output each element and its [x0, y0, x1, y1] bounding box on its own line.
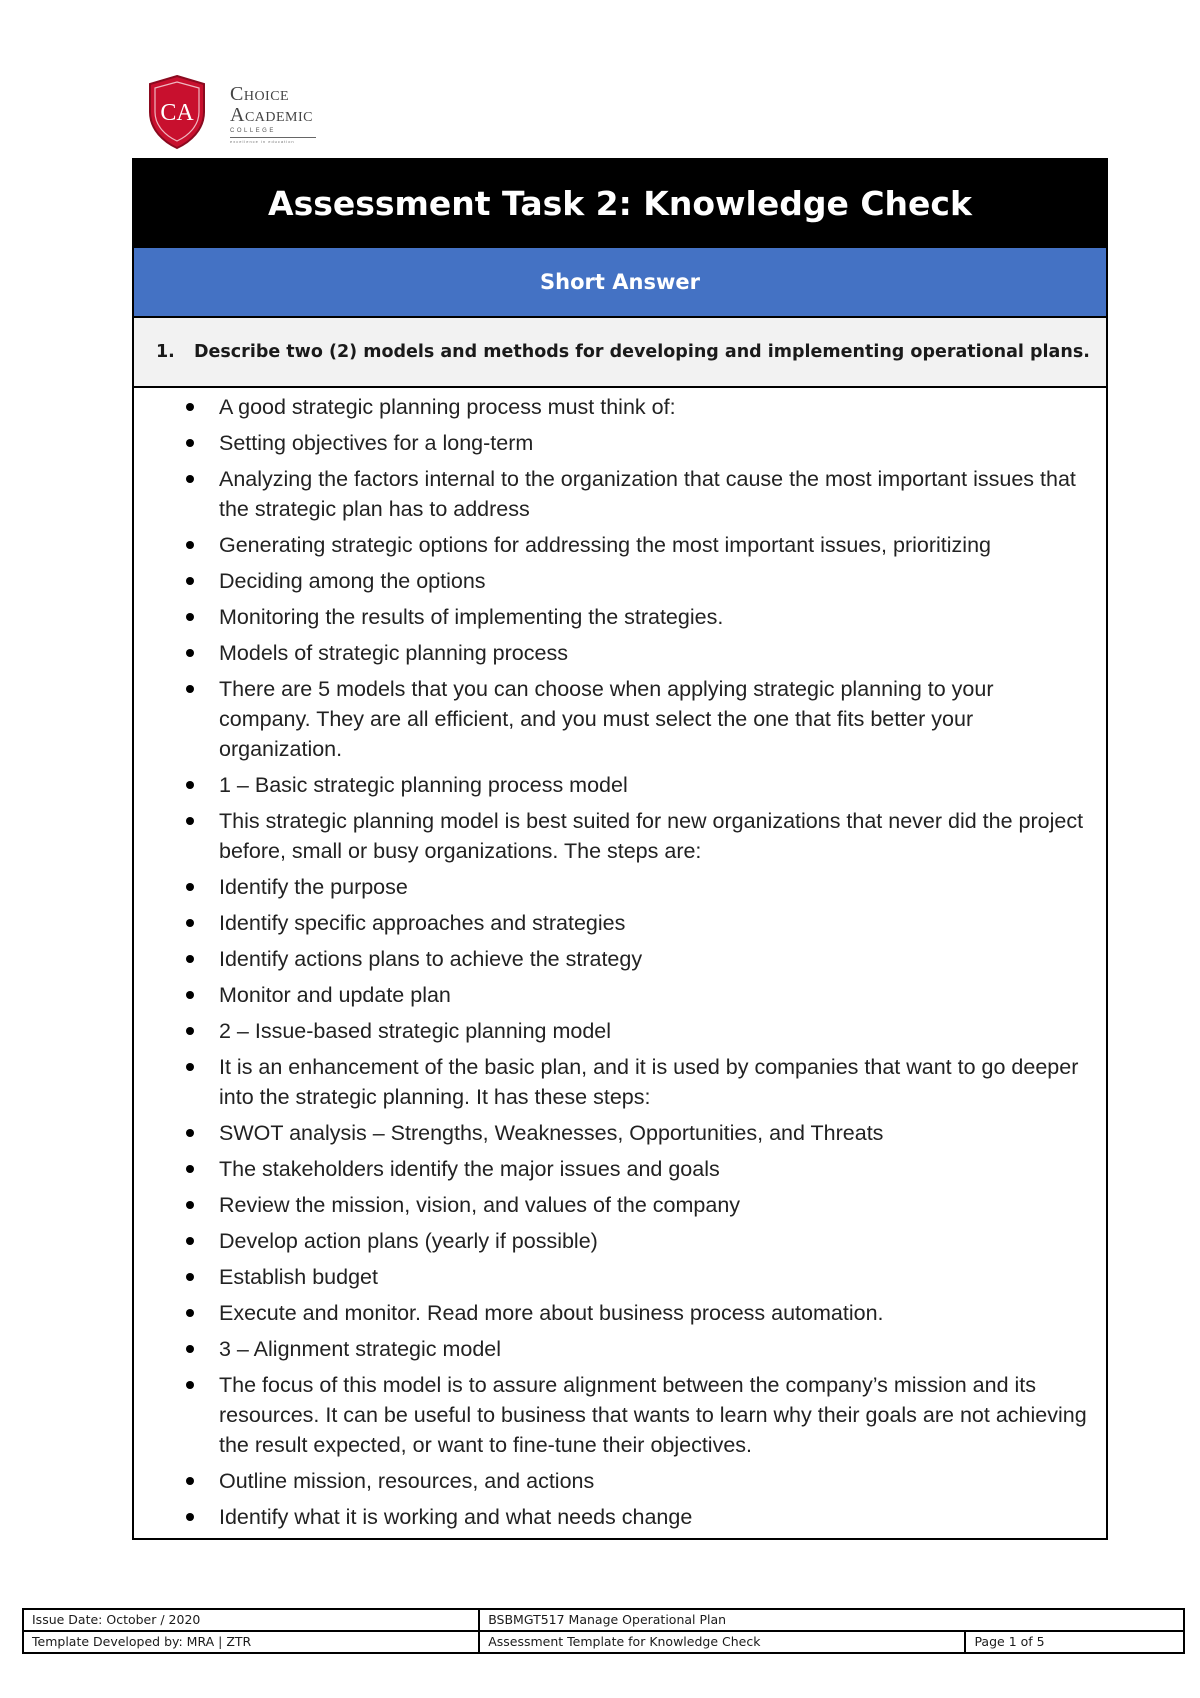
answer-item: SWOT analysis – Strengths, Weaknesses, Opportunities, and Threats	[134, 1118, 1106, 1148]
answer-item: 3 – Alignment strategic model	[134, 1334, 1106, 1364]
answer-item: The focus of this model is to assure alignment between the company’s mission and its resources. It can be useful to business that wants to learn why their goals are not achieving the result expected, or want to fine-tune their objectives.	[134, 1370, 1106, 1460]
answer-item: 1 – Basic strategic planning process model	[134, 770, 1106, 800]
college-logo	[146, 74, 336, 154]
answer-list	[134, 388, 1106, 1532]
answer-item: Identify actions plans to achieve the strategy	[134, 944, 1106, 974]
footer-row	[23, 1609, 1184, 1631]
footer-developed-by: Template Developed by: MRA | ZTR	[23, 1631, 479, 1653]
answer-item: There are 5 models that you can choose when applying strategic planning to your company. They are all efficient, and you must select the one that fits better your organization.	[134, 674, 1106, 764]
logo-rule	[230, 137, 316, 138]
answer-item: Analyzing the factors internal to the organization that cause the most important issues that the strategic plan has to address	[134, 464, 1106, 524]
answer-item: Review the mission, vision, and values of the company	[134, 1190, 1106, 1220]
answer-item: 2 – Issue-based strategic planning model	[134, 1016, 1106, 1046]
answer-item: Identify specific approaches and strategies	[134, 908, 1106, 938]
logo-line1: Choice	[230, 83, 290, 105]
answer-item: Monitor and update plan	[134, 980, 1106, 1010]
question-text: Describe two (2) models and methods for developing and implementing operational plans.	[194, 342, 1090, 362]
logo-wordmark	[230, 84, 316, 144]
answer-item: The stakeholders identify the major issues and goals	[134, 1154, 1106, 1184]
footer-unit: BSBMGT517 Manage Operational Plan	[479, 1609, 1184, 1631]
logo-subline: COLLEGE	[230, 128, 276, 134]
footer-row	[23, 1631, 1184, 1653]
answer-item: Develop action plans (yearly if possible)	[134, 1226, 1106, 1256]
logo-tagline: excellence in education	[230, 139, 295, 144]
logo-line2: Academic	[230, 104, 314, 126]
footer-table	[22, 1608, 1185, 1654]
answer-item: Setting objectives for a long-term	[134, 428, 1106, 458]
question-row	[134, 318, 1106, 388]
answer-item: Generating strategic options for addressing the most important issues, prioritizing	[134, 530, 1106, 560]
answer-item: A good strategic planning process must think of:	[134, 392, 1106, 422]
answer-item: It is an enhancement of the basic plan, and it is used by companies that want to go deeper into the strategic planning. It has these steps:	[134, 1052, 1106, 1112]
question-number: 1.	[156, 342, 175, 362]
footer-template-name: Assessment Template for Knowledge Check	[479, 1631, 965, 1653]
answer-item: Monitoring the results of implementing the strategies.	[134, 602, 1106, 632]
assessment-box	[132, 158, 1108, 1540]
answer-item: Identify the purpose	[134, 872, 1106, 902]
page-title: Assessment Task 2: Knowledge Check	[134, 160, 1106, 248]
answer-item: Outline mission, resources, and actions	[134, 1466, 1106, 1496]
answer-item: Execute and monitor. Read more about business process automation.	[134, 1298, 1106, 1328]
answer-item: Establish budget	[134, 1262, 1106, 1292]
section-header: Short Answer	[134, 248, 1106, 318]
footer-issue-date: Issue Date: October / 2020	[23, 1609, 479, 1631]
answer-item: Deciding among the options	[134, 566, 1106, 596]
logo-monogram: CA	[160, 100, 194, 126]
answer-item: Identify what it is working and what needs change	[134, 1502, 1106, 1532]
shield-icon	[146, 74, 208, 150]
answer-item: This strategic planning model is best suited for new organizations that never did the project before, small or busy organizations. The steps are:	[134, 806, 1106, 866]
footer-page-number: Page 1 of 5	[965, 1631, 1184, 1653]
answer-item: Models of strategic planning process	[134, 638, 1106, 668]
